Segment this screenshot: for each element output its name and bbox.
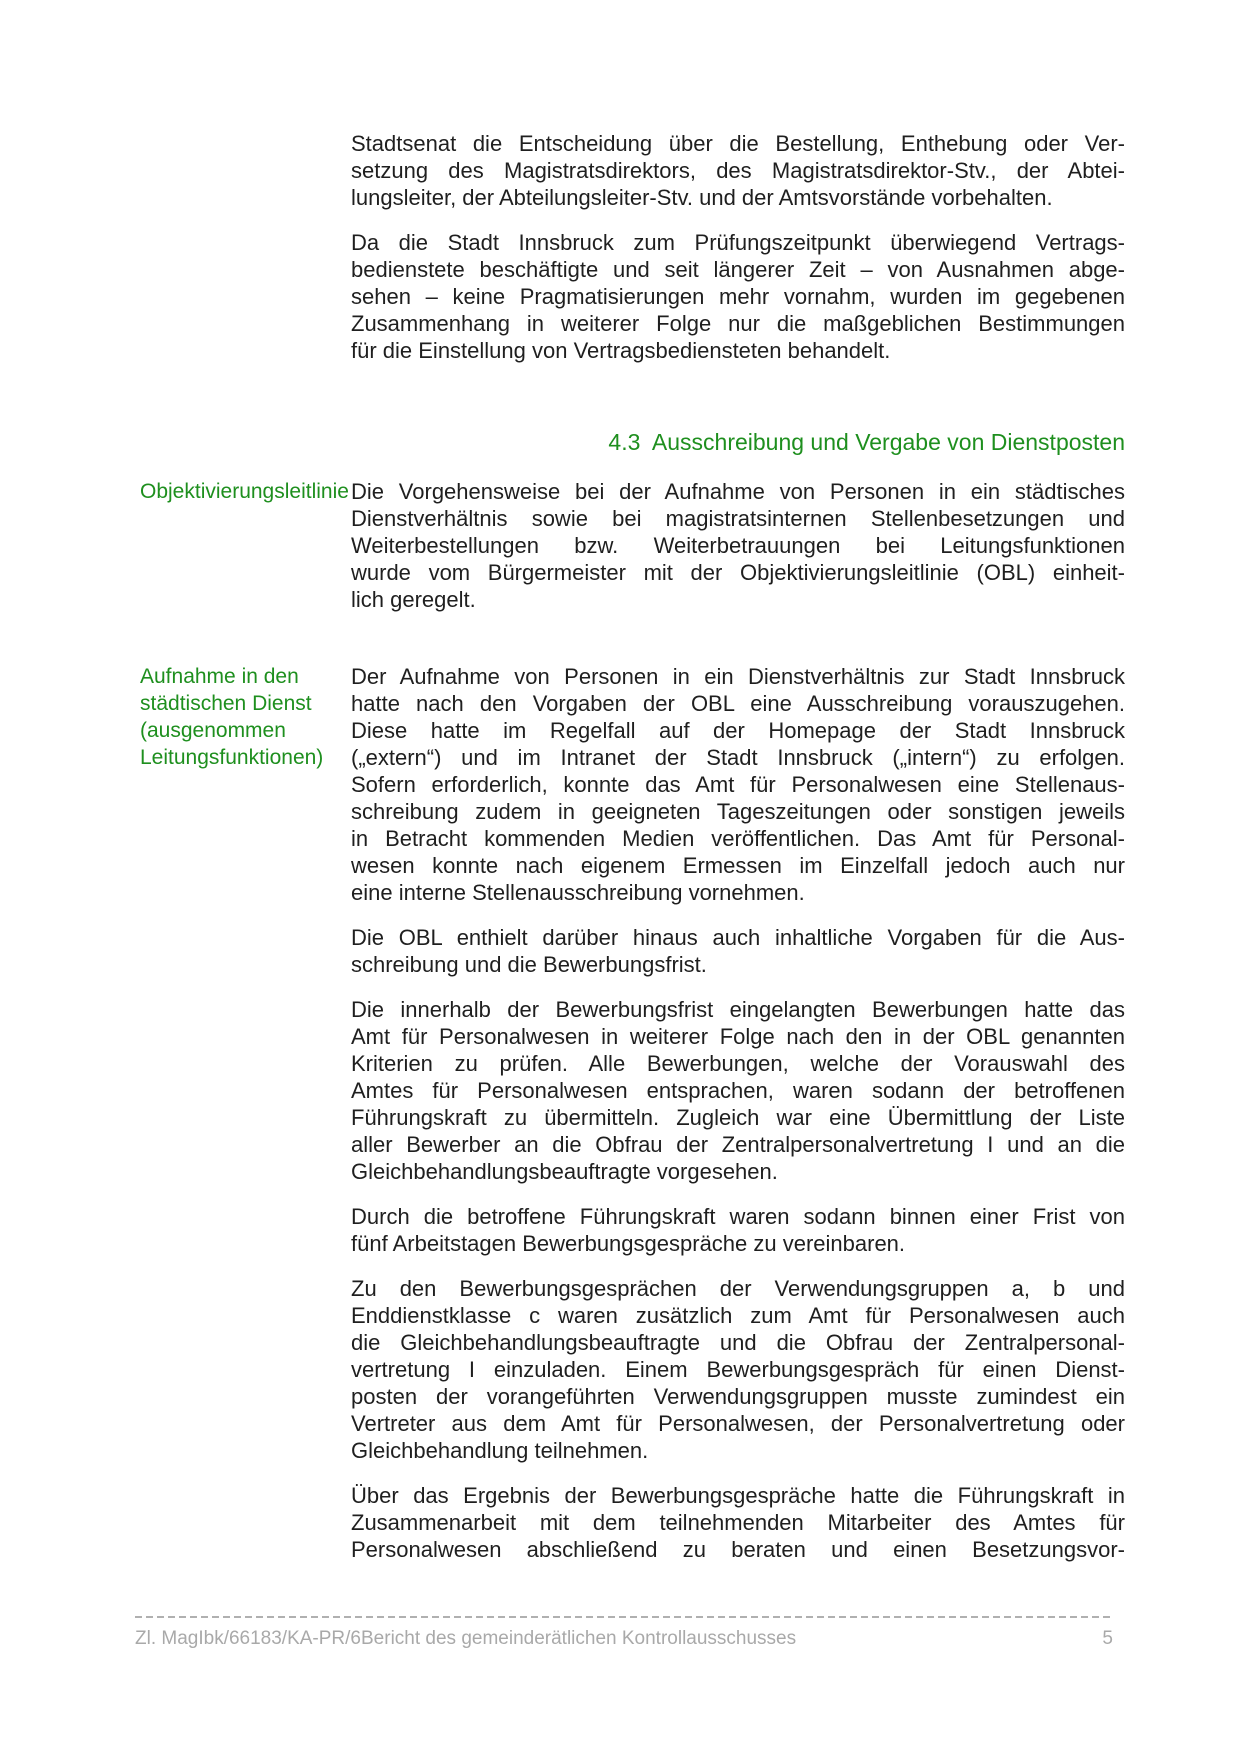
paragraph-text	[351, 663, 1125, 906]
text-line: fünf Arbeitstagen Bewerbungsgespräche zu vereinbaren.	[351, 1231, 906, 1256]
footer-doc-title: Bericht des gemeinderätlichen Kontrollausschusses	[361, 1628, 797, 1649]
text-line: die Gleichbehandlungsbeauftragte und die Obfrau der Zentralpersonal-	[351, 1330, 1125, 1355]
paragraph-text	[351, 1482, 1125, 1563]
paragraph-block	[140, 130, 1125, 211]
text-line: Zu den Bewerbungsgesprächen der Verwendungsgruppen a, b und	[351, 1276, 1125, 1301]
paragraph-block	[140, 1482, 1125, 1563]
text-line: Amtes für Personalwesen entsprachen, waren sodann der betroffenen	[351, 1078, 1125, 1103]
text-line: Enddienstklasse c waren zusätzlich zum Amt für Personalwesen auch	[351, 1303, 1125, 1328]
text-line: Amt für Personalwesen in weiterer Folge nach den in der OBL genannten	[351, 1024, 1125, 1049]
text-line: („extern“) und im Intranet der Stadt Innsbruck („intern“) zu erfolgen.	[351, 745, 1125, 770]
margin-label-empty	[140, 1275, 351, 1464]
margin-label-empty	[140, 996, 351, 1185]
text-line: Kriterien zu prüfen. Alle Bewerbungen, welche der Vorauswahl des	[351, 1051, 1125, 1076]
text-line: Sofern erforderlich, konnte das Amt für Personalwesen eine Stellenaus-	[351, 772, 1125, 797]
text-line: lungsleiter, der Abteilungsleiter-Stv. und der Amtsvorstände vorbehalten.	[351, 185, 1053, 210]
margin-label-empty	[140, 1203, 351, 1257]
paragraph-block	[140, 478, 1125, 613]
text-line: vertretung I einzuladen. Einem Bewerbungsgespräch für einen Dienst-	[351, 1357, 1125, 1382]
text-line: Gleichbehandlungsbeauftragte vorgesehen.	[351, 1159, 778, 1184]
text-line: für die Einstellung von Vertragsbediensteten behandelt.	[351, 338, 891, 363]
text-line: posten der vorangeführten Verwendungsgruppen musste zumindest ein	[351, 1384, 1125, 1409]
paragraph-text	[351, 1275, 1125, 1464]
text-line: aller Bewerber an die Obfrau der Zentralpersonalvertretung I und an die	[351, 1132, 1125, 1157]
margin-label	[140, 663, 351, 906]
text-line: Durch die betroffene Führungskraft waren sodann binnen einer Frist von	[351, 1204, 1125, 1229]
page-footer	[135, 1616, 1113, 1650]
text-line: wesen konnte nach eigenem Ermessen im Einzelfall jedoch auch nur	[351, 853, 1125, 878]
paragraph-block	[140, 1275, 1125, 1464]
paragraph-block	[140, 663, 1125, 906]
text-line: Dienstverhältnis sowie bei magistratsinternen Stellenbesetzungen und	[351, 506, 1125, 531]
text-line: Vertreter aus dem Amt für Personalwesen, der Personalvertretung oder	[351, 1411, 1125, 1436]
margin-label-empty	[140, 924, 351, 978]
text-line: sehen – keine Pragmatisierungen mehr vornahm, wurden im gegebenen	[351, 284, 1125, 309]
paragraph-block	[140, 229, 1125, 364]
paragraph-text	[351, 478, 1125, 613]
margin-label-line: städtischen Dienst	[140, 692, 312, 715]
paragraph-block	[140, 1203, 1125, 1257]
text-line: setzung des Magistratsdirektors, des Magistratsdirektor-Stv., der Abtei-	[351, 158, 1125, 183]
footer-reference: Zl. MagIbk/66183/KA-PR/6	[135, 1628, 361, 1649]
text-line: lich geregelt.	[351, 587, 476, 612]
text-line: Der Aufnahme von Personen in ein Dienstverhältnis zur Stadt Innsbruck	[351, 664, 1125, 689]
text-line: Führungskraft zu übermitteln. Zugleich war eine Übermittlung der Liste	[351, 1105, 1125, 1130]
text-line: in Betracht kommenden Medien veröffentlichen. Das Amt für Personal-	[351, 826, 1125, 851]
margin-label-line: Objektivierungsleitlinie	[140, 480, 349, 503]
margin-label-line: (ausgenommen	[140, 719, 286, 742]
paragraph-text	[351, 924, 1125, 978]
paragraph-text	[351, 1203, 1125, 1257]
text-line: schreibung zudem in geeigneten Tageszeitungen oder sonstigen jeweils	[351, 799, 1125, 824]
paragraph-block	[140, 996, 1125, 1185]
margin-label-empty	[140, 229, 351, 364]
text-line: Die innerhalb der Bewerbungsfrist eingelangten Bewerbungen hatte das	[351, 997, 1125, 1022]
margin-label-line: Aufnahme in den	[140, 665, 299, 688]
text-line: hatte nach den Vorgaben der OBL eine Ausschreibung vorauszugehen.	[351, 691, 1125, 716]
text-line: bedienstete beschäftigte und seit längerer Zeit – von Ausnahmen abge-	[351, 257, 1125, 282]
text-line: Über das Ergebnis der Bewerbungsgespräche hatte die Führungskraft in	[351, 1483, 1125, 1508]
text-line: Diese hatte im Regelfall auf der Homepage der Stadt Innsbruck	[351, 718, 1125, 743]
margin-label-line: Leitungsfunktionen)	[140, 746, 324, 769]
text-line: Gleichbehandlung teilnehmen.	[351, 1438, 649, 1463]
text-line: Zusammenarbeit mit dem teilnehmenden Mitarbeiter des Amtes für	[351, 1510, 1125, 1535]
margin-label-empty	[140, 1482, 351, 1563]
text-line: Stadtsenat die Entscheidung über die Bestellung, Enthebung oder Ver-	[351, 131, 1125, 156]
text-line: Die Vorgehensweise bei der Aufnahme von Personen in ein städtisches	[351, 479, 1125, 504]
text-line: Da die Stadt Innsbruck zum Prüfungszeitpunkt überwiegend Vertrags-	[351, 230, 1125, 255]
paragraph-block	[140, 924, 1125, 978]
text-line: Zusammenhang in weiterer Folge nur die maßgeblichen Bestimmungen	[351, 311, 1125, 336]
text-line: eine interne Stellenausschreibung vornehmen.	[351, 880, 805, 905]
footer-page-number: 5	[1102, 1628, 1113, 1649]
paragraph-text	[351, 229, 1125, 364]
text-line: Personalwesen abschließend zu beraten und einen Besetzungsvor-	[351, 1537, 1125, 1562]
text-line: wurde vom Bürgermeister mit der Objektivierungsleitlinie (OBL) einheit-	[351, 560, 1125, 585]
paragraph-text	[351, 996, 1125, 1185]
footer-divider	[135, 1616, 1113, 1618]
section-heading: 4.3 Ausschreibung und Vergabe von Dienstposten	[608, 429, 1125, 455]
text-line: Weiterbestellungen bzw. Weiterbetrauungen bei Leitungsfunktionen	[351, 533, 1125, 558]
text-line: Die OBL enthielt darüber hinaus auch inhaltliche Vorgaben für die Aus-	[351, 925, 1125, 950]
paragraph-text	[351, 130, 1125, 211]
text-line: schreibung und die Bewerbungsfrist.	[351, 952, 707, 977]
margin-label-empty	[140, 130, 351, 211]
document-content	[140, 130, 1125, 1563]
margin-label	[140, 478, 351, 613]
footer-row	[135, 1628, 1113, 1650]
